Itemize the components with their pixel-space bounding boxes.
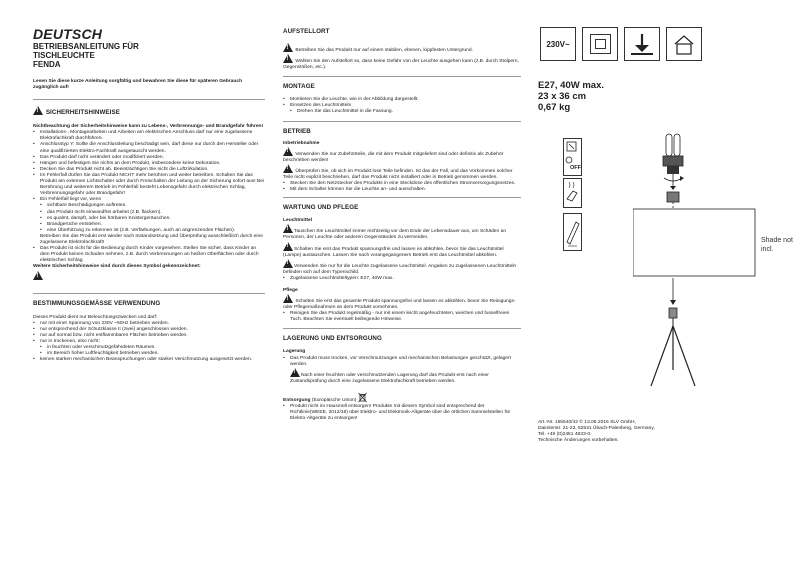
- divider: [33, 99, 265, 100]
- warning-icon: [33, 106, 43, 115]
- list-item: • im Bereich hoher Luftfeuchtigkeit betrieben werden.: [33, 351, 265, 357]
- list-item: • Decken Sie das Produkt nicht ab. Beeinträchtigen Sie nicht die Luftzirkulation.: [33, 167, 265, 173]
- pflege-p1: Schalten Sie erst das gesamte Produkt spannungsfrei und lassen es abkühlen, bevor Sie Reinigungs- oder Pflegemaßnahmen an dem Produkt vornehmen.: [283, 299, 516, 311]
- list-item: • Brandgerüche entstehen.: [33, 222, 265, 228]
- montage-heading: MONTAGE: [283, 83, 315, 91]
- divider: [283, 328, 521, 329]
- list-item: • Ein Fehlerfall liegt vor, wenn: [33, 197, 265, 203]
- lagerung-heading: LAGERUNG UND ENTSORGUNG: [283, 335, 382, 343]
- list-item: • nur in trockenen, also nicht:: [33, 339, 265, 345]
- shade-note: Shade not incl.: [761, 237, 793, 253]
- list-item: • nur mit einer Spannung von 230V ~50Hz betrieben werden.: [33, 321, 265, 327]
- lamp-assembly-diagram: [633, 130, 783, 390]
- mounting-surface-icon: [624, 27, 660, 61]
- list-item: • Hängen und befestigen Sie nichts an dem Produkt, insbesondere keine Dekoration.: [33, 161, 265, 167]
- list-item: • Stecken Sie den Netzstecker des Produkts in eine Steckdose des öffentlichen Stromversorgungsnetzes.: [283, 181, 521, 187]
- warning-icon: [290, 368, 300, 377]
- protection-class-ii-icon: [582, 27, 618, 61]
- voltage-symbol: [540, 27, 576, 61]
- address-line-4: Technische Änderungen vorbehalten.: [538, 438, 619, 444]
- list-item: • Drehen Sie das Leuchtmittel in die Fassung.: [283, 109, 521, 115]
- indoor-use-icon: [666, 27, 702, 61]
- entsorgung-label: Entsorgung: [283, 397, 311, 403]
- list-item: • Mit dem Schalter können Sie die Leuchte an- und ausschalten.: [283, 187, 521, 193]
- fault-after: Betreiben Sie das Produkt erst wieder nach Instandsetzung und Überprüfung ausschließlich durch eine zugelassene Elektrofachkraft!: [40, 233, 263, 245]
- further-hints: Weitere Sicherheitshinweise sind durch dieses Symbol gekennzeichnet:: [33, 264, 201, 270]
- leuchtmittel-p2: Schalten Sie erst das Produkt spannungsfrei und lassen es abkühlen, bevor Sie das Leuchtmittel (Lampe) austauschen. Lassen Sie nach vorangegangenem Betrieb erst das Leuchtmittel abkühlen.: [283, 246, 504, 258]
- spec-weight: 0,67 kg: [538, 102, 571, 113]
- doc-subtitle-3: FENDA: [33, 60, 61, 69]
- warning-icon: [283, 147, 293, 156]
- divider: [283, 76, 521, 77]
- use-list: [33, 321, 265, 364]
- warning-icon: [283, 294, 293, 303]
- address-line-3: Tel. +49 (0)2451 4833-0.: [538, 432, 592, 438]
- column-2: [283, 0, 521, 422]
- divider: [283, 197, 521, 198]
- off-label: OFF: [570, 165, 581, 171]
- warning-icon: [283, 43, 293, 52]
- address-line-2: Daimlerstr. 21-23, 52531 Übach-Palenberg, Germany,: [538, 426, 655, 432]
- warning-icon: [283, 259, 293, 268]
- cleaning-cloth-icon: [563, 213, 582, 251]
- list-item: • Reinigen Sie das Produkt regelmäßig - nur mit einem leicht angefeuchteten, weichen und fusselfreien Tuch. Beachten Sie eventuell beiliegende Hinweise.: [283, 311, 521, 323]
- cfl-bulb-icon: [663, 134, 683, 174]
- intro-text: Lesen Sie diese kurze Anleitung sorgfältig und bewahren Sie diese für späteren Gebrauch zugänglich auf!: [33, 79, 243, 91]
- inbetrieb-heading: Inbetriebnahme: [283, 140, 320, 146]
- leuchtmittel-heading: Leuchtmittel: [283, 218, 313, 224]
- list-item: • sichtbare Beschädigungen auftreten.: [33, 203, 265, 209]
- lagerung-p: Nach einer feuchten oder verschmutzenden Lagerung darf das Produkt erst nach einer Zustandsprüfung durch eine zugelassene Elektrofachkraft betrieben werden.: [290, 372, 489, 384]
- list-item: • es qualmt, dampft, oder bei hörbaren Knistergeräuschen.: [33, 216, 265, 222]
- entsorgung-note: (Europäische Union): [311, 397, 357, 403]
- warning-icon: [283, 54, 293, 63]
- hot-hand-icon: [563, 178, 582, 208]
- list-item: • Das Produkt darf nicht verändert oder modifiziert werden.: [33, 155, 265, 161]
- address-line-1: Art.-Nr. 155540/42 © 13.06.2016 SLV GmbH,: [538, 420, 636, 425]
- pflege-heading: Pflege: [283, 287, 298, 293]
- use-heading: BESTIMMUNGSGEMÄSSE VERWENDUNG: [33, 299, 161, 307]
- spec-lamp: E27, 40W max.: [538, 80, 605, 91]
- inbetrieb-p1: Verwenden Sie nur Zubehörteile, die mit dem Produkt mitgeliefert sind oder definitiv als Zubehör beschrieben werden!: [283, 151, 504, 163]
- aufstellort-p2: Wählen Sie den Aufstellort so, dass keine Gefahr von der Leuchte ausgehen kann (z.B. durch Stolpern, Gegenstößen, etc.).: [283, 59, 519, 71]
- list-item: • Anschlusstyp Y: Sollte die Anschlussleitung beschädigt sein, darf diese nur durch den Hersteller oder eine qualifizierten Elektro-Fachkraft ausgetauscht werden.: [33, 142, 265, 154]
- list-item: • das Produkt nicht einwandfrei arbeitet (z.B. flackern).: [33, 210, 265, 216]
- leuchtmittel-p3: Verwenden Sie nur für die Leuchte zugelassene Leuchtmittel. Angaben zu zugelassenen Leuchtmitteln befinden sich auf dem Typenschild.: [283, 263, 517, 275]
- list-item: • keinen starken mechanischen Beanspruchungen oder starker Verschmutzung ausgesetzt werden.: [33, 357, 265, 363]
- list-item: • in feuchten oder verschmutzgefährdeten Räumen.: [33, 345, 265, 351]
- list-item: • Zugelassene Leuchtmitteltypen: E27, 40W max.: [283, 276, 521, 282]
- warning-icon: [33, 271, 43, 280]
- wheelie-bin-crossed-icon: [358, 392, 367, 403]
- safety-lead: Nichtbeachtung der Sicherheitshinweise kann zu Lebens-, Verbrennungs- und Brandgefahr führen!: [33, 124, 264, 130]
- doc-subtitle-2: TISCHLEUCHTE: [33, 51, 95, 60]
- wartung-heading: WARTUNG UND PFLEGE: [283, 204, 359, 212]
- aufstellort-heading: AUFSTELLORT: [283, 28, 330, 35]
- leuchtmittel-p1: Tauschen Sie Leuchtmittel immer rechtzeitig vor dem Ende der Lebensdauer aus, um Schäden an Personen, der Leuchte oder anderen Gegenständen zu vermeiden.: [283, 229, 507, 241]
- safety-list: [33, 130, 265, 234]
- warning-icon: [283, 224, 293, 233]
- safety-heading: SICHERHEITSHINWEISE: [45, 109, 120, 117]
- inbetrieb-p2: Überprüfen Sie, ob sich im Produkt lose Teile befinden. Ist das der Fall, und das Vorkommen solcher Teile nicht explizit beschrieben, darf das Produkt nicht installiert oder in Betrieb genommen werden.: [283, 168, 513, 180]
- warning-icon: [283, 164, 293, 173]
- list-item: • nur entsprechend der Schutzklasse II (zwei) angeschlossen werden.: [33, 327, 265, 333]
- list-item: • Das Produkt muss trocken, vor Verschmutzungen und mechanischen Belastungen geschützt, gelagert werden.: [283, 356, 521, 368]
- list-item: • Einsetzen des Leuchtmittels: [283, 103, 521, 109]
- betrieb-heading: BETRIEB: [283, 127, 311, 135]
- list-item: • Im Fehlerfall dürfen Sie das Produkt NICHT mehr berühren und weiter betreiben. Schalten Sie das Produkt am externen Lichtschalter oder durch Freischalten der Leitung an der Sicherung sofort aus! Bei Berührung und weiterem Betrieb im Fehlerfall besteht Lebensgefahr durch elektrischen Schlag, Verbrennungsgefahr oder Brandgefahr!: [33, 173, 265, 197]
- column-1: DEUTSCH BETRIEBSANLEITUNG FÜR TISCHLEUCHTE FENDA Lesen Sie diese kurze Anleitung sorgfältig und bewahren Sie diese für späteren Gebrauch zugänglich auf! ! SICHERHEITSHINWEISE Nichtbeachtung der Sicherheitshinweise kann zu Lebens-, Verbrennungs- und Brandgefahr führen! • Installations-, Montagearbeiten und Arbeiten am elektrischen Anschluss darf nur eine zugelassene Elektrofachkraft durchführen. • Anschlusstyp Y: Sollte die Anschlussleitung beschädigt sein, darf diese nur durch den Hersteller oder eine qualifizierten Elektro-Fachkraft ausgetauscht werden. • Das Produkt darf nicht verändert oder modifiziert werden. • Hängen und befestigen Sie nichts an dem Produkt, insbesondere keine Dekoration. • Decken Sie das Produkt nicht ab. Beeinträchtigen Sie nicht die Luftzirkulation. • Im Fehlerfall dürfen Sie das Produkt NICHT mehr berühren und weiter betreiben. Schalten Sie das Produkt am externen Lichtschalter oder durch Freischalten der Leitung an der Sicherung sofort aus! Bei Berührung und weiterem Betrieb im Fehlerfall besteht Lebensgefahr durch elektrischen Schlag, Verbrennungsgefahr oder Brandgefahr! • Ein Fehlerfall liegt vor, wenn • sichtbare Beschädigungen auftreten. • das Produkt nicht einwandfrei arbeitet (z.B. flackern). • es qualmt, dampft, oder bei hörbaren Knistergeräuschen. • Brandgerüche entstehen. • eine Überhitzung zu erkennen ist (z.B. Verfärbungen, auch an angrenzenden Flächen). Betreiben Sie das Produkt erst wieder nach Instandsetzung und Überprüfung ausschließlich durch eine zugelassene Elektrofachkraft! • Das Produkt ist nicht für die Bedienung durch Kinder vorgesehen. Stellen Sie sicher, dass Kinder an dem Produkt keinen Schaden nehmen, z.B. durch Verbrennungen an heißen Oberflächen oder durch elektrischen Schlag. Weitere Sicherheitshinweise sind durch dieses Symbol gekennzeichnet: !. BESTIMMUNGSGEMÄSSE VERWENDUNG Dieses Produkt dient nur Beleuchtungszwecken und darf: • nur mit einer Spannung von 230V ~50Hz betrieben werden. • nur entsprechend der Schutzklasse II (zwei) angeschlossen werden. • nur auf normal bzw. nicht entflammbaren Flächen betrieben werden. • nur in trockenen, also nicht: • in feuchten oder verschmutzgefährdeten Räumen. • im Bereich hoher Luftfeuchtigkeit betrieben werden. • keinen starken mechanischen Beanspruchungen oder starker Verschmutzung ausgesetzt werden.: [33, 0, 265, 363]
- list-item: • eine Überhitzung zu erkennen ist (z.B. Verfärbungen, auch an angrenzenden Flächen).: [33, 228, 265, 234]
- aufstellort-p1: Betreiben Sie das Produkt nur auf einem stabilen, ebenen, kippfesten Untergrund.: [295, 48, 473, 53]
- divider: [33, 293, 265, 294]
- spec-size: 23 x 36 cm: [538, 91, 587, 102]
- list-item: • nur auf normal bzw. nicht entflammbaren Flächen betrieben werden.: [33, 333, 265, 339]
- language-title: DEUTSCH: [33, 26, 103, 42]
- unplug-off-icon: [563, 138, 582, 176]
- doc-subtitle-1: BETRIEBSANLEITUNG FÜR: [33, 42, 139, 51]
- list-item: • Installations-, Montagearbeiten und Arbeiten am elektrischen Anschluss darf nur eine zugelassene Elektrofachkraft durchführen.: [33, 130, 265, 142]
- list-item: • Montieren Sie die Leuchte, wie in der Abbildung dargestellt.: [283, 97, 521, 103]
- warning-icon: [283, 242, 293, 251]
- voltage-label: 230V~: [546, 39, 570, 49]
- lagerung-sub: Lagerung: [283, 349, 306, 355]
- divider: [283, 121, 521, 122]
- list-item: • Das Produkt ist nicht für die Bedienung durch Kinder vorgesehen. Stellen Sie sicher, dass Kinder an dem Produkt keinen Schaden nehmen, z.B. durch Verbrennungen an heißen Oberflächen oder durch elektrischen Schlag.: [33, 246, 265, 264]
- list-item: • Produkt nicht im Hausmüll entsorgen! Produkte mit diesem Symbol sind entsprechend der Richtlinie(WEEE, 2012/19) über Elektro- und Elektronik-Altgeräte über die örtlichen Sammelstellen für Elektro-Altgeräte zu entsorgen!: [283, 404, 521, 422]
- use-lead: Dieses Produkt dient nur Beleuchtungszwecken und darf:: [33, 314, 158, 320]
